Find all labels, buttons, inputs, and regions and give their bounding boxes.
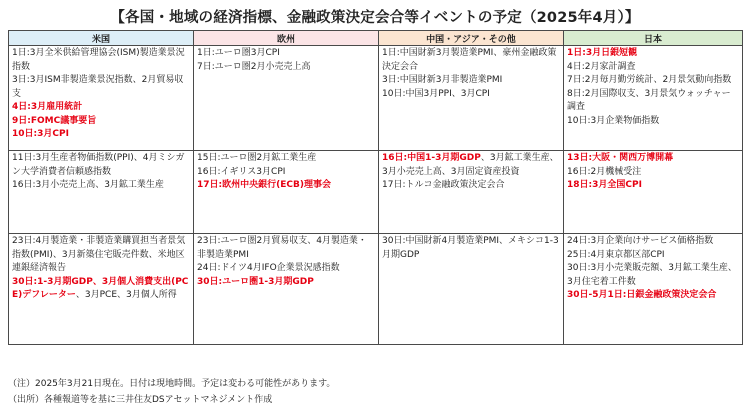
event-text: 24日:ドイツ4月IFO企業景況感指数 — [197, 263, 340, 273]
event-item-highlighted — [567, 289, 739, 303]
event-item — [567, 235, 739, 249]
event-text: 1日:3月全米供給管理協会(ISM)製造業景況指数 — [12, 48, 185, 72]
event-item — [12, 152, 190, 179]
event-text: 1日:3月日銀短観 — [567, 48, 638, 58]
schedule-cell-japan — [564, 151, 743, 234]
table-header-row — [9, 31, 743, 46]
event-item-highlighted — [12, 115, 190, 129]
schedule-cell-japan — [564, 46, 743, 151]
page-title: 【各国・地域の経済指標、金融政策決定会合等イベントの予定（2025年4月）】 — [110, 10, 640, 26]
footnote-note: （注）2025年3月21日現在。日付は現地時間。予定は変わる可能性があります。 — [8, 379, 336, 389]
footnote-source: （出所）各種報道等を基に三井住友DSアセットマネジメント作成 — [8, 395, 273, 405]
event-text: 30日:3月小売業販売額、3月鉱工業生産、3月住宅着工件数 — [567, 263, 737, 287]
event-item — [382, 88, 560, 102]
event-item — [12, 235, 190, 276]
event-item — [567, 262, 739, 289]
event-text: 30日:1-3月期GDP、3月個人消費支出(PCE)デフレーター — [12, 276, 189, 300]
event-item — [197, 166, 375, 180]
event-text: 16日:2月機械受注 — [567, 166, 642, 177]
event-item — [567, 249, 739, 263]
event-item-highlighted — [197, 276, 375, 290]
event-text: 17日:欧州中央銀行(ECB)理事会 — [197, 180, 331, 190]
event-text: 9日:FOMC議事要旨 — [12, 115, 97, 126]
event-text: 4日:2月家計調査 — [567, 61, 636, 72]
event-item — [382, 47, 560, 74]
event-text: 16日:中国1-3月期GDP — [382, 153, 481, 163]
column-header-japan: 日本 — [564, 31, 743, 46]
event-item-highlighted — [382, 152, 560, 179]
event-text: 15日:ユーロ圏2月鉱工業生産 — [197, 153, 317, 163]
event-item — [12, 179, 190, 193]
event-item-highlighted — [567, 179, 739, 193]
event-text: 11日:3月生産者物価指数(PPI)、4月ミシガン大学消費者信頼感指数 — [12, 153, 185, 177]
column-header-china-asia-other: 中国・アジア・その他 — [379, 31, 564, 46]
event-text: 3日:中国財新3月非製造業PMI — [382, 75, 503, 85]
schedule-cell-china-asia-other — [379, 234, 564, 345]
event-item — [382, 74, 560, 88]
event-item — [382, 235, 560, 262]
schedule-cell-china-asia-other — [379, 151, 564, 234]
table-row — [9, 234, 743, 345]
event-text-suffix: 、3月PCE、3月個人所得 — [75, 290, 177, 300]
event-item-highlighted — [567, 152, 739, 166]
event-item — [382, 179, 560, 193]
column-header-us: 米国 — [9, 31, 194, 46]
event-item-highlighted — [12, 276, 190, 303]
event-text: 16日:イギリス3月CPI — [197, 166, 286, 177]
event-item-highlighted — [567, 47, 739, 61]
event-text: 7日:2月毎月勤労統計、2月景気動向指数 — [567, 75, 732, 85]
event-schedule-table — [8, 30, 743, 345]
event-item — [567, 115, 739, 129]
event-text: 8日:2月国際収支、3月景気ウォッチャー調査 — [567, 88, 731, 112]
schedule-cell-us — [9, 151, 194, 234]
table-row — [9, 46, 743, 151]
event-item-highlighted — [12, 101, 190, 115]
event-text: 30日:ユーロ圏1-3月期GDP — [197, 276, 314, 287]
event-item — [197, 152, 375, 166]
event-item-highlighted — [197, 179, 375, 193]
schedule-cell-us — [9, 234, 194, 345]
event-text: 13日:大阪・関西万博開幕 — [567, 153, 674, 163]
event-item — [567, 74, 739, 88]
event-text: 4日:3月雇用統計 — [12, 102, 83, 112]
event-text: 23日:4月製造業・非製造業購買担当者景気指数(PMI)、3月新築住宅販売件数、米地区連銀経済報告 — [12, 236, 186, 273]
event-text-suffix: 、3月鉱工業生産、3月小売売上高、3月固定資産投資 — [382, 153, 559, 177]
event-item — [197, 61, 375, 75]
event-text: 23日:ユーロ圏2月貿易収支、4月製造業・非製造業PMI — [197, 236, 367, 260]
schedule-cell-europe — [194, 46, 379, 151]
event-text: 24日:3月企業向けサービス価格指数 — [567, 236, 714, 246]
event-item — [567, 166, 739, 180]
event-text: 7日:ユーロ圏2月小売売上高 — [197, 61, 311, 72]
event-item — [12, 47, 190, 74]
event-text: 16日:3月小売売上高、3月鉱工業生産 — [12, 180, 164, 190]
event-text: 3日:3月ISM非製造業景況指数、2月貿易収支 — [12, 75, 184, 99]
event-text: 30日:中国財新4月製造業PMI、メキシコ1-3月期GDP — [382, 236, 559, 260]
event-item — [197, 235, 375, 262]
event-text: 10日:3月CPI — [12, 129, 69, 139]
event-text: 18日:3月全国CPI — [567, 180, 642, 190]
event-text: 10日:中国3月PPI、3月CPI — [382, 88, 490, 99]
event-item — [197, 262, 375, 276]
event-text: 10日:3月企業物価指数 — [567, 115, 660, 126]
schedule-cell-china-asia-other — [379, 46, 564, 151]
event-text: 30日-5月1日:日銀金融政策決定会合 — [567, 290, 717, 300]
event-item — [12, 74, 190, 101]
schedule-cell-japan — [564, 234, 743, 345]
event-text: 1日:中国財新3月製造業PMI、豪州金融政策決定会合 — [382, 48, 557, 72]
schedule-cell-europe — [194, 151, 379, 234]
event-item — [197, 47, 375, 61]
schedule-cell-us — [9, 46, 194, 151]
event-text: 1日:ユーロ圏3月CPI — [197, 48, 280, 58]
event-text: 17日:トルコ金融政策決定会合 — [382, 180, 505, 190]
event-item — [567, 61, 739, 75]
schedule-cell-europe — [194, 234, 379, 345]
table-row — [9, 151, 743, 234]
column-header-europe: 欧州 — [194, 31, 379, 46]
event-item-highlighted — [12, 128, 190, 142]
event-item — [567, 88, 739, 115]
event-text: 25日:4月東京都区部CPI — [567, 249, 665, 260]
